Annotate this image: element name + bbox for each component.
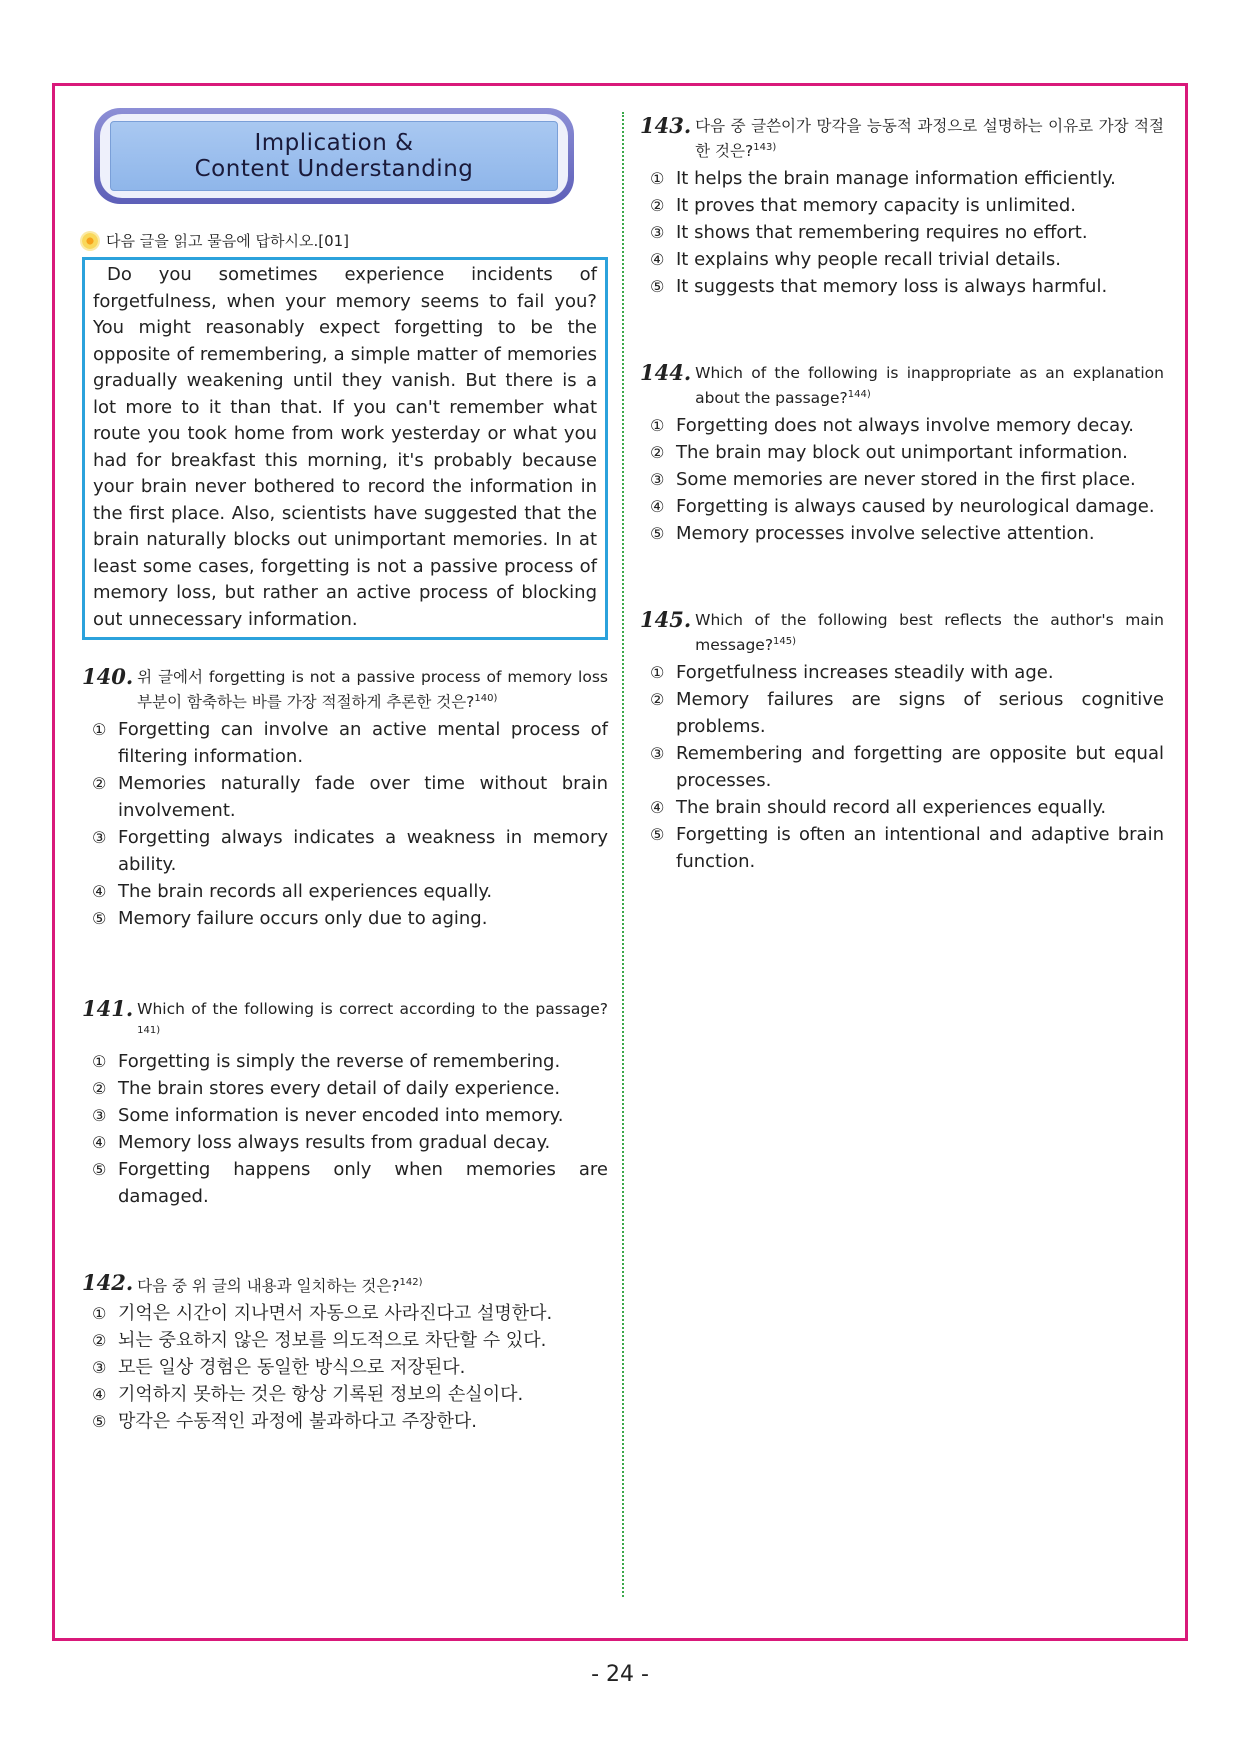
option-4[interactable]: ④ The brain should record all experiences equally. (650, 797, 1107, 819)
question-text: Which of the following is correct according to the passage? (137, 1000, 608, 1019)
option-4[interactable]: ④ The brain records all experiences equally. (92, 881, 493, 903)
passage-box (82, 257, 608, 640)
section-title-badge (94, 108, 574, 204)
question-ref: 140) (474, 693, 498, 704)
option-5[interactable]: ⑤ Forgetting is often an intentional and adaptive brain function. (650, 824, 1164, 873)
section-title-line1: Implication & (254, 130, 414, 156)
section-title-line2: Content Understanding (194, 156, 474, 182)
option-3[interactable]: ③ Remembering and forgetting are opposite but equal processes. (650, 743, 1164, 792)
question-ref: 145) (773, 636, 797, 648)
instruction-text: 다음 글을 읽고 물음에 답하시오.[01] (106, 232, 350, 250)
option-2[interactable]: ② Memory failures are signs of serious cognitive problems. (650, 689, 1164, 738)
column-divider (622, 112, 624, 1597)
option-1[interactable]: ① It helps the brain manage information efficiently. (650, 168, 1116, 190)
option-3[interactable]: ③ It shows that remembering requires no effort. (650, 222, 1088, 244)
option-1[interactable]: ① Forgetting does not always involve memory decay. (650, 415, 1135, 437)
question-145 (640, 609, 1164, 875)
question-text: 위 글에서 forgetting is not a passive process of memory loss 부분이 함축하는 바를 가장 적절하게 추론한 것은? (137, 668, 608, 712)
question-number: 145. (640, 607, 692, 633)
question-143 (640, 115, 1164, 300)
option-5[interactable]: ⑤ Memory failure occurs only due to aging. (92, 908, 488, 930)
option-5[interactable]: ⑤ Memory processes involve selective attention. (650, 523, 1095, 545)
option-2[interactable]: ② 뇌는 중요하지 않은 정보를 의도적으로 차단할 수 있다. (92, 1330, 547, 1352)
question-ref: 144) (847, 389, 871, 401)
question-number: 141. (82, 996, 134, 1022)
option-3[interactable]: ③ 모든 일상 경험은 동일한 방식으로 저장된다. (92, 1357, 466, 1379)
question-140 (82, 666, 608, 932)
question-text: Which of the following is inappropriate as an explanation about the passage? (695, 364, 1164, 408)
option-5[interactable]: ⑤ It suggests that memory loss is always harmful. (650, 276, 1108, 298)
question-text: 다음 중 위 글의 내용과 일치하는 것은? (137, 1277, 400, 1296)
question-ref: 141) (137, 1025, 161, 1037)
left-column (82, 108, 608, 1435)
option-3[interactable]: ③ Some information is never encoded into memory. (92, 1105, 564, 1127)
option-4[interactable]: ④ Memory loss always results from gradual decay. (92, 1132, 551, 1154)
passage-text: Do you sometimes experience incidents of forgetfulness, when your memory seems to fail you? You might reasonably expect forgetting to be the opposite of remembering, a simple matter of memories gradually weakening until they vanish. But there is a lot more to it than that. If you can't remember what route you took home from work yesterday or what you had for breakfast this morning, it's probably because your brain never bothered to record the information in the first place. Also, scientists have suggested that the brain naturally blocks out unimportant memories. In at least some cases, forgetting is not a passive process of memory loss, but rather an active process of blocking out unnecessary information. (93, 264, 597, 630)
option-2[interactable]: ② The brain stores every detail of daily experience. (92, 1078, 561, 1100)
option-1[interactable]: ① Forgetting can involve an active mental process of filtering information. (92, 719, 608, 768)
option-2[interactable]: ② The brain may block out unimportant information. (650, 442, 1128, 464)
question-ref: 143) (753, 142, 777, 153)
question-text: Which of the following best reflects the author's main message? (695, 611, 1164, 655)
question-number: 143. (640, 113, 692, 138)
option-3[interactable]: ③ Some memories are never stored in the first place. (650, 469, 1136, 491)
option-1[interactable]: ① Forgetting is simply the reverse of remembering. (92, 1051, 561, 1073)
question-142 (82, 1272, 608, 1435)
option-1[interactable]: ① Forgetfulness increases steadily with age. (650, 662, 1054, 684)
option-2[interactable]: ② Memories naturally fade over time without brain involvement. (92, 773, 608, 822)
option-5[interactable]: ⑤ Forgetting happens only when memories are damaged. (92, 1159, 608, 1208)
question-number: 144. (640, 360, 692, 386)
question-number: 140. (82, 664, 134, 689)
question-144 (640, 362, 1164, 547)
question-number: 142. (82, 1270, 134, 1296)
question-ref: 142) (399, 1277, 423, 1289)
page-number: - 24 - (591, 1662, 649, 1687)
option-2[interactable]: ② It proves that memory capacity is unlimited. (650, 195, 1077, 217)
question-text: 다음 중 글쓴이가 망각을 능동적 과정으로 설명하는 이유로 가장 적절한 것은? (695, 117, 1164, 161)
option-4[interactable]: ④ It explains why people recall trivial details. (650, 249, 1061, 271)
option-4[interactable]: ④ 기억하지 못하는 것은 항상 기록된 정보의 손실이다. (92, 1384, 524, 1406)
instruction (82, 230, 608, 251)
option-3[interactable]: ③ Forgetting always indicates a weakness in memory ability. (92, 827, 608, 876)
right-column (640, 115, 1164, 875)
question-141 (82, 998, 608, 1210)
option-4[interactable]: ④ Forgetting is always caused by neurological damage. (650, 496, 1155, 518)
option-5[interactable]: ⑤ 망각은 수동적인 과정에 불과하다고 주장한다. (92, 1411, 477, 1433)
option-1[interactable]: ① 기억은 시간이 지나면서 자동으로 사라진다고 설명한다. (92, 1303, 553, 1325)
flower-icon (82, 233, 98, 249)
